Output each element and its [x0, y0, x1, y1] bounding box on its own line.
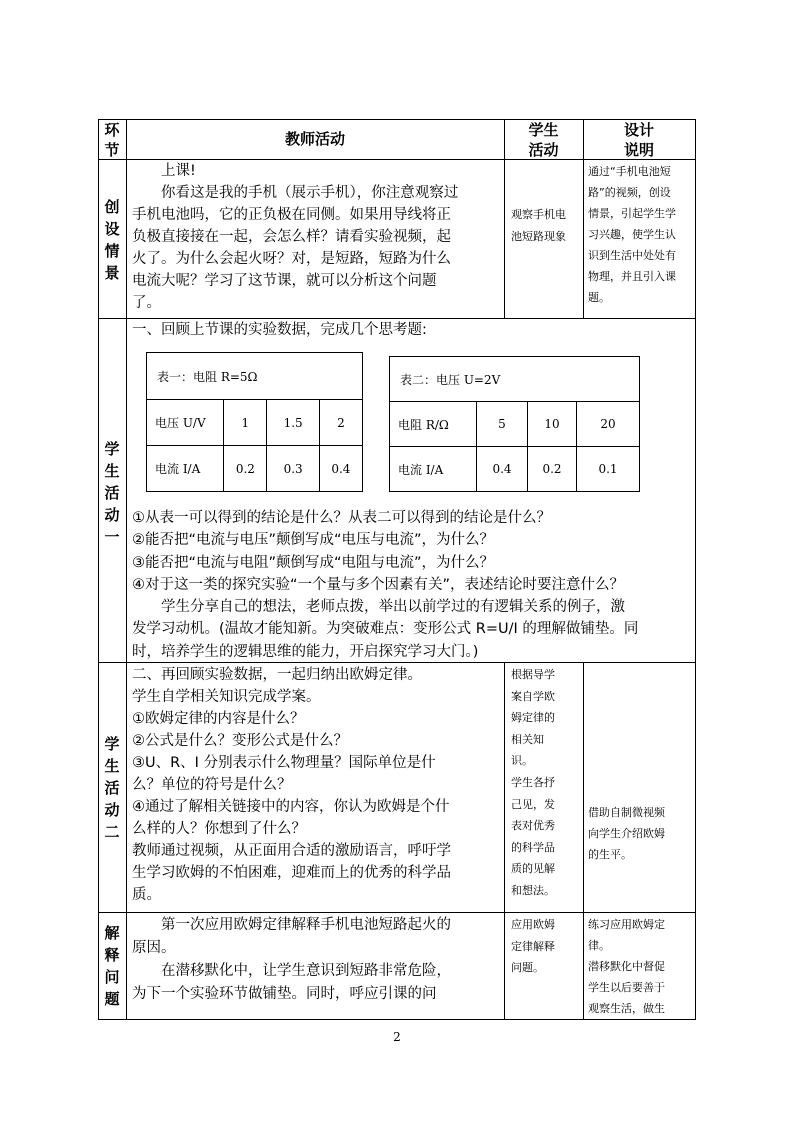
table1-row2-label: 电流 I/A [147, 446, 224, 492]
section2-intro: 一、回顾上节课的实验数据，完成几个思考题: [132, 322, 427, 338]
table1-cell: 0.4 [319, 446, 362, 492]
table1-cell: 1.5 [267, 400, 319, 446]
section2-questions: ①从表一可以得到的结论是什么？从表二可以得到的结论是什么？ ②能否把“电流与电压”颠倒写成“电压与电流”，为什么？ ③能否把“电流与电阻”颠倒写成“电阻与电流”，为什么？ ④对于这一类的探究实验“一个量与多个因素有关”，表述结论时要注意什么？ 学生分享自己的想法，老师点拨，举出以前学过的有逻辑关系的例子，激 发学习动机。(温故才能知新。为突破难点：变形公式 R=U/I 的理解做铺垫。同 时，培养学生的逻辑思维的能力，开启探究学习大门。) [132, 510, 639, 660]
data-table-1 [146, 352, 363, 492]
header-col-design: 设计 说明 [623, 121, 654, 159]
table2-row2-label: 电流 I/A [390, 447, 477, 492]
student-activity-4: 应用欧姆 定律解释 问题。 [511, 918, 555, 974]
header-col-teacher: 教师活动 [284, 130, 345, 148]
student-activity-1: 观察手机电 池短路现象 [511, 208, 566, 243]
table2-cell: 10 [528, 402, 577, 447]
design-note-1: 通过“手机电池短 路”的视频，创设 情景，引起学生学 习兴趣，使学生认 识到生活中处处有 物理，并且引入课 题。 [588, 165, 676, 304]
design-note-3: 借助自制微视频 向学生介绍欧姆 的生平。 [588, 806, 665, 861]
page-number: 2 [393, 1030, 401, 1044]
table2-cell: 0.2 [528, 447, 577, 492]
data-table-2 [389, 356, 640, 492]
table1-cell: 0.2 [224, 446, 267, 492]
header-col-stage: 环 节 [104, 121, 120, 159]
table2-cell: 5 [477, 402, 528, 447]
table1-cell: 2 [319, 400, 362, 446]
section-name-3: 学 生 活 动 二 [104, 735, 120, 841]
table2-caption: 表二：电压 U=2V [390, 357, 640, 402]
teacher-activity-1: 上课! 你看这是我的手机（展示手机），你注意观察过 手机电池吗，它的正负极在同侧。如果用导线将正 负极直接接在一起，会怎么样？请看实验视频，起 火了。为什么会起火呀？对，是短路，短路为什么 电流大呢？学习了这节课，就可以分析这个问题 了。 [132, 163, 459, 311]
student-activity-3: 根据导学 案自学欧 姆定律的 相关知 识。 学生各抒 己见，发 表对优秀 的科学品 质的见解 和想法。 [511, 668, 555, 897]
table2-cell: 20 [577, 402, 640, 447]
design-note-4: 练习应用欧姆定 律。 潜移默化中督促 学生以后要善于 观察生活，做生 [588, 918, 665, 1015]
section-name-4: 解 释 问 题 [104, 924, 120, 1008]
table2-cell: 0.4 [477, 447, 528, 492]
teacher-activity-3: 二、再回顾实验数据，一起归纳出欧姆定律。 学生自学相关知识完成学案。 ①欧姆定律的内容是什么？ ②公式是什么？变形公式是什么？ ③U、R、I 分别表示什么物理量？国际单位是什 么？单位的符号是什么？ ④通过了解相关链接中的内容，你认为欧姆是个什 么样的人？你想到了什么？ 教师通过视频，从正面用合适的激励语言，呼吁学 生学习欧姆的不怕困难，迎难而上的优秀的科学品 质。 [132, 667, 451, 903]
table2-row1-label: 电阻 R/Ω [390, 402, 477, 447]
table1-cell: 0.3 [267, 446, 319, 492]
teacher-activity-4: 第一次应用欧姆定律解释手机电池短路起火的 原因。 在潜移默化中，让学生意识到短路非常危险， 为下一个实验环节做铺垫。同时，呼应引课的问 [132, 917, 451, 1002]
table2-cell: 0.1 [577, 447, 640, 492]
section-name-1: 创 设 情 景 [104, 198, 120, 282]
section-name-2: 学 生 活 动 一 [104, 440, 120, 546]
table1-row1-label: 电压 U/V [147, 400, 224, 446]
header-col-student: 学生 活动 [528, 121, 559, 159]
table1-caption: 表一：电阻 R=5Ω [147, 353, 363, 400]
table1-cell: 1 [224, 400, 267, 446]
